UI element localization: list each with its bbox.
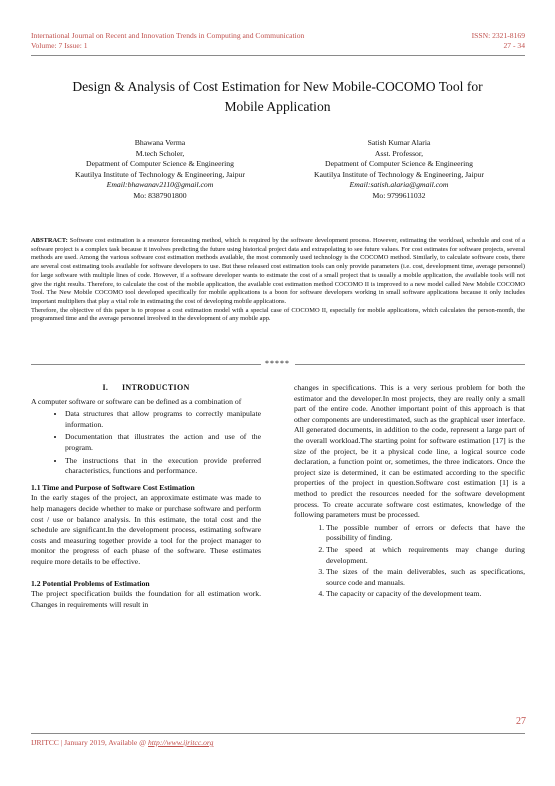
author-dept: Depatment of Computer Science & Engineering [86, 159, 234, 169]
abstract-text-2: Therefore, the objective of this paper is to propose a cost estimation model with a special case of COCOMO II, especially for mobile applications, which calculates the person-month, the programmed time and the average personnel involved in the development of any mobile app. [31, 306, 525, 323]
author-phone: Mo: 8387901800 [133, 190, 187, 200]
footer [31, 738, 213, 747]
author-institute: Kautilya Institute of Technology & Engineering, Jaipur [314, 169, 484, 179]
subsection-paragraph-1-2: The project specification builds the foundation for all estimation work. Changes in requirements will result in [31, 589, 261, 609]
title-line-2: Mobile Application [224, 99, 331, 114]
author-phone: Mo: 9799611032 [372, 190, 426, 200]
intro-paragraph: A computer software or software can be defined as a combination of [31, 396, 242, 406]
parameter-list [294, 523, 525, 600]
separator-rule-right [295, 364, 525, 365]
body-paragraph: changes in specifications. This is a very serious problem for both the estimator and the developer.In most projects, they are really only a small part of the entire code. Another important point of this approach is that other components are underestimated, such as the graphical user interface. All generated documents, in addition to the code, represent a large part of the overall workload.The starting point for software estimation [17] is the size of the project, be it a physical code line, a logical source code declaration, a function point or, sometimes, the three indicators. Once the project size is determined, it can be estimated according to the specific properties of the project in question.Software cost estimation [1] is a method to predict the resources needed for the software development process. To create accurate software cost estimates, knowledge of the following parameters must be processed. [294, 383, 525, 520]
subsection-heading-1-1: 1.1 Time and Purpose of Software Cost Estimation [31, 482, 195, 492]
subsection-heading-1-2: 1.2 Potential Problems of Estimation [31, 578, 150, 588]
list-item: 2. The speed at which requirements may change during development. [326, 545, 525, 566]
volume-issue: Volume: 7 Issue: 1 [31, 41, 88, 50]
header-rule [31, 55, 525, 56]
page-number: 27 [516, 716, 526, 727]
list-item: 4. The capacity or capacity of the development team. [326, 589, 525, 600]
list-item: 1. The possible number of errors or defects that have the possibility of finding. [326, 523, 525, 544]
abstract-text: Software cost estimation is a resource forecasting method, which is required by the software development process. However, estimating the workload, schedule and cost of a software project is a complex task because it involves predicting the future using historical project data and extrapolating to see future values. For cost estimates for software projects, several methods are used. Among the various software cost estimation methods available, the most commonly used technology is the COCOMO method. Similarly, to calculate software costs, there are several cost estimating tools available for software developers to use. But these released cost estimation tools can only provide parameters (i.e. cost, development time, average personnel) for large software with multiple lines of code. However, if a software developer wants to estimate the cost of a small project that is usually a mobile application, the available tools will not give the right results. Therefore, to calculate the cost of the mobile application, the available cost estimation method COCOMO II is improved to a new model called New Mobile COCOMO Tool. The New Mobile COCOMO tool developed specifically for mobile applications is a boon for software developers working in small software applications because it only includes important multipliers that play a vital role in estimating the cost of developing mobile applications. [31, 237, 525, 305]
separator-stars: ***** [265, 359, 290, 368]
author-institute: Kautilya Institute of Technology & Engineering, Jaipur [75, 169, 245, 179]
paper-title [30, 77, 525, 117]
author-name: Bhawana Verma [134, 138, 186, 147]
footer-rule [31, 733, 525, 734]
abstract [31, 237, 525, 324]
footer-text: IJRITCC | January 2019, Available @ [31, 738, 148, 747]
left-column [31, 383, 261, 610]
footer-link[interactable]: http://www.ijritcc.org [148, 738, 214, 747]
list-item: • Data structures that allow programs to correctly manipulate information. [65, 409, 261, 430]
list-item: • Documentation that illustrates the action and use of the program. [65, 432, 261, 453]
author-email: Email:bhawanav2110@gmail.com [106, 180, 214, 190]
author-email: Email:satish.alaria@gmail.com [349, 180, 449, 190]
author-role: M.tech Scholer, [135, 148, 185, 158]
list-item: 3. The sizes of the main deliverables, such as specifications, source code and manuals. [326, 567, 525, 588]
author-dept: Depatment of Computer Science & Engineering [325, 159, 473, 169]
title-line-1: Design & Analysis of Cost Estimation for New Mobile-COCOMO Tool for [72, 79, 483, 94]
subsection-paragraph-1-1: In the early stages of the project, an approximate estimate was made to help managers decide whether to make or purchase software and perform cost / use or balance analysis. In this estimate, the total cost and the schedule are significant.In the development process, estimating software costs and measuring together provide a tool for the project manager to monitor the progress of each phase of the software. These estimates require more details to be effective. [31, 493, 261, 566]
right-column [294, 383, 525, 601]
author-block-2 [294, 138, 504, 202]
author-role: Asst. Professor, [374, 148, 424, 158]
section-heading-introduction: I. INTRODUCTION [102, 383, 190, 392]
page-range: 27 - 34 [503, 41, 525, 50]
list-item: • The instructions that in the execution provide preferred characteristics, functions and performance. [65, 456, 261, 477]
journal-name: International Journal on Recent and Innovation Trends in Computing and Communication [31, 31, 305, 40]
issn: ISSN: 2321-8169 [471, 31, 525, 40]
abstract-label: ABSTRACT: [31, 237, 68, 244]
author-block-1 [60, 138, 260, 202]
definition-list [31, 409, 261, 477]
author-name: Satish Kumar Alaria [367, 138, 431, 147]
